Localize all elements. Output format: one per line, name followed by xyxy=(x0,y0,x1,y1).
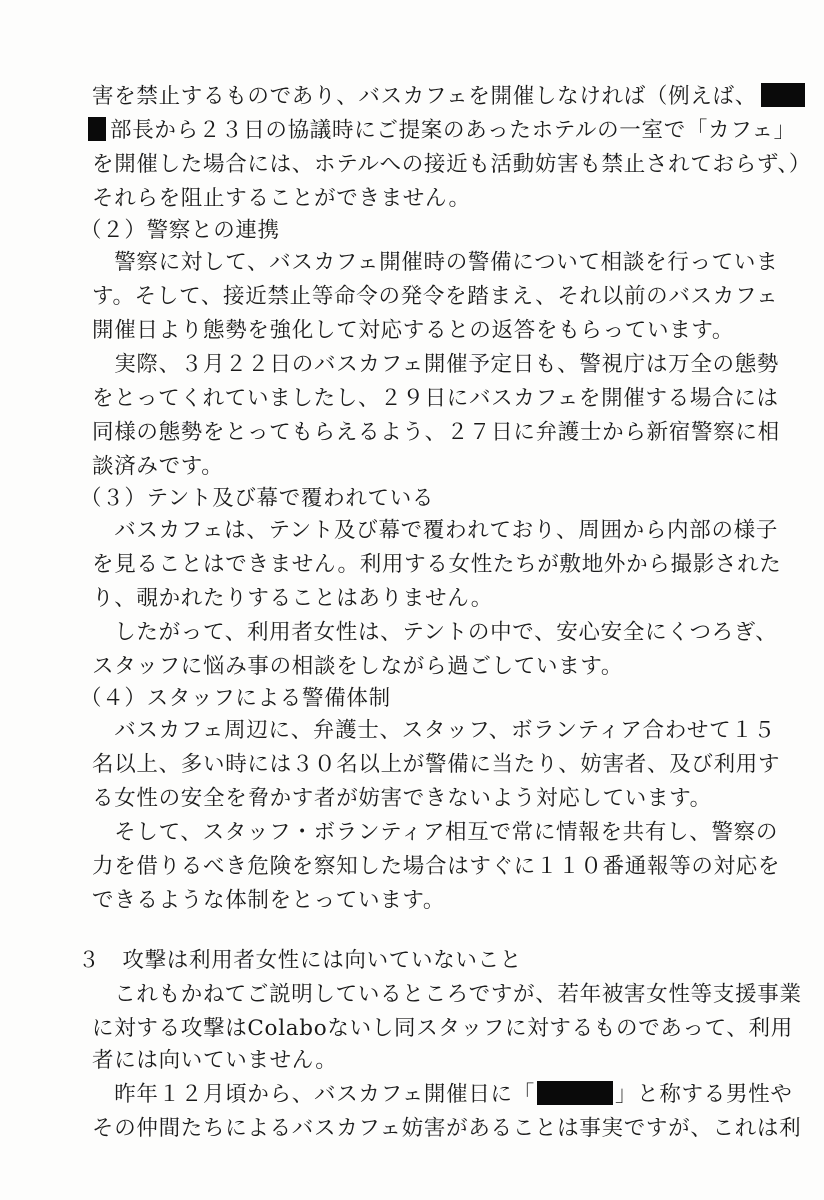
text-line: を見ることはできません。利用する女性たちが敷地外から撮影された xyxy=(92,552,782,577)
text-line: る女性の安全を脅かす者が妨害できないよう対応しています。 xyxy=(92,786,712,811)
text-line xyxy=(92,116,796,146)
text-line: バスカフェ周辺に、弁護士、スタッフ、ボランティア合わせて１５ xyxy=(92,718,776,743)
section-heading: （４）スタッフによる警備体制 xyxy=(80,686,391,711)
text-line: できるような体制をとっています。 xyxy=(92,888,446,913)
text-segment: 」と称する男性や xyxy=(614,1082,793,1107)
text-line: に対する攻撃はColaboないし同スタッフに対するものであって、利用 xyxy=(92,1016,793,1041)
text-line: をとってくれていましたし、２９日にバスカフェを開催する場合には xyxy=(92,386,779,411)
text-line: 力を借りるべき危険を察知した場合はすぐに１１０番通報等の対応を xyxy=(92,854,781,879)
text-segment: 部長から２３日の協議時にご提案のあったホテルの一室で「カフェ」 xyxy=(110,118,796,143)
text-line: 名以上、多い時には３０名以上が警備に当たり、妨害者、及び利用す xyxy=(92,752,781,777)
text-line: 警察に対して、バスカフェ開催時の警備について相談を行っていま xyxy=(92,250,779,275)
redaction-block xyxy=(88,117,106,141)
text-line: す。そして、接近禁止等命令の発令を踏まえ、それ以前のバスカフェ xyxy=(92,284,779,309)
text-line: これもかねてご説明しているところですが、若年被害女性等支援事業 xyxy=(92,982,802,1007)
text-line xyxy=(92,1080,793,1110)
text-line: 談済みです。 xyxy=(92,454,224,479)
text-line: を開催した場合には、ホテルへの接近も活動妨害も禁止されておらず、） xyxy=(92,152,812,177)
text-segment: 昨年１２月頃から、バスカフェ開催日に「 xyxy=(92,1082,535,1107)
text-line: バスカフェは、テント及び幕で覆われており、周囲から内部の様子 xyxy=(92,518,779,543)
text-line: その仲間たちによるバスカフェ妨害があることは事実ですが、これは利 xyxy=(92,1116,802,1141)
text-line: り、覗かれたりすることはありません。 xyxy=(92,586,493,611)
text-line: 実際、３月２２日のバスカフェ開催予定日も、警視庁は万全の態勢 xyxy=(92,352,780,377)
redaction-block xyxy=(537,1081,613,1105)
redaction-block xyxy=(761,83,805,107)
text-line: したがって、利用者女性は、テントの中で、安心安全にくつろぎ、 xyxy=(92,620,778,645)
text-line: 者には向いていません。 xyxy=(92,1048,338,1073)
section-heading: （３）テント及び幕で覆われている xyxy=(80,486,435,511)
chapter-heading: ３ 攻撃は利用者女性には向いていないこと xyxy=(78,948,523,973)
section-heading: （２）警察との連携 xyxy=(80,218,280,243)
text-line xyxy=(92,82,757,112)
text-line: 開催日より態勢を強化して対応するとの返答をもらっています。 xyxy=(92,318,735,343)
text-segment: 害を禁止するものであり、バスカフェを開催しなければ（例えば、 xyxy=(92,84,757,109)
text-line: 同様の態勢をとってもらえるよう、２７日に弁護士から新宿警察に相 xyxy=(92,420,780,445)
text-line: そして、スタッフ・ボランティア相互で常に情報を共有し、警察の xyxy=(92,820,779,845)
text-line: それらを阻止することができません。 xyxy=(92,186,471,211)
text-line: スタッフに悩み事の相談をしながら過ごしています。 xyxy=(92,654,624,679)
